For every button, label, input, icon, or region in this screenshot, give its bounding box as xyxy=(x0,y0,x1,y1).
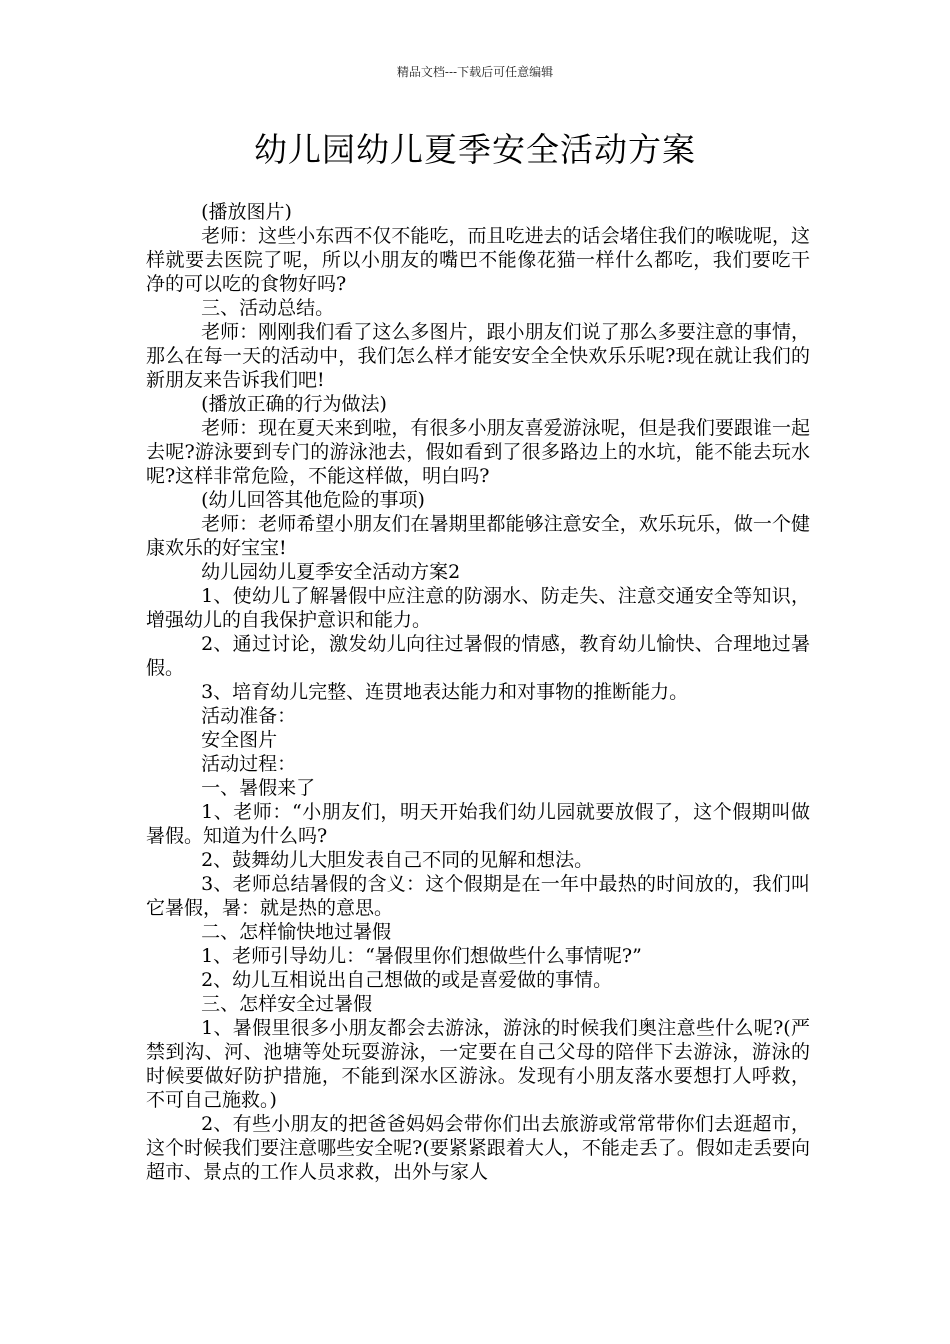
paragraph: 3、培育幼儿完整、连贯地表达能力和对事物的推断能力。 xyxy=(201,681,689,703)
paragraph: (播放图片) xyxy=(201,201,292,223)
paragraph: 三、活动总结。 xyxy=(201,297,335,319)
paragraph: 2、幼儿互相说出自己想做的或是喜爱做的事情。 xyxy=(201,969,613,991)
paragraph: 2、有些小朋友的把爸爸妈妈会带你们出去旅游或常常带你们去逛超市，这个时候我们要注意哪些安全呢?(要紧紧跟着大人，不能走丢了。假如走丢要向超市、景点的工作人员求救，出外与家人 xyxy=(146,1113,810,1183)
paragraph: 老师：老师希望小朋友们在暑期里都能够注意安全，欢乐玩乐，做一个健康欢乐的好宝宝! xyxy=(146,513,810,559)
paragraph: 老师：这些小东西不仅不能吃，而且吃进去的话会堵住我们的喉咙呢，这样就要去医院了呢，所以小朋友的嘴巴不能像花猫一样什么都吃，我们要吃干净的可以吃的食物好吗? xyxy=(146,225,810,295)
paragraph: 1、暑假里很多小朋友都会去游泳，游泳的时候我们奥注意些什么呢?(严禁到沟、河、池塘等处玩耍游泳，一定要在自己父母的陪伴下去游泳，游泳的时候要做好防护措施，不能到深水区游泳。发现有小朋友落水要想打人呼救，不可自己施救。) xyxy=(146,1017,810,1111)
section-heading: 幼儿园幼儿夏季安全活动方案2 xyxy=(201,561,461,583)
paragraph: (幼儿回答其他危险的事项) xyxy=(201,489,425,511)
paragraph: 2、鼓舞幼儿大胆发表自己不同的见解和想法。 xyxy=(201,849,594,871)
paragraph: 3、老师总结暑假的含义：这个假期是在一年中最热的时间放的，我们叫它暑假，暑：就是热的意思。 xyxy=(146,873,810,919)
paragraph: 老师：刚刚我们看了这么多图片，跟小朋友们说了那么多要注意的事情，那么在每一天的活动中，我们怎么样才能安安全全快欢乐乐呢?现在就让我们的新朋友来告诉我们吧! xyxy=(146,321,810,391)
document-title: 幼儿园幼儿夏季安全活动方案 xyxy=(254,130,696,169)
paragraph: 2、通过讨论，激发幼儿向往过暑假的情感，教育幼儿愉快、合理地过暑假。 xyxy=(146,633,810,679)
paragraph: 活动准备： xyxy=(201,705,297,727)
paragraph: 一、暑假来了 xyxy=(201,777,316,799)
paragraph: 1、使幼儿了解暑假中应注意的防溺水、防走失、注意交通安全等知识，增强幼儿的自我保护意识和能力。 xyxy=(146,585,810,631)
paragraph: 活动过程： xyxy=(201,753,297,775)
paragraph: 1、老师引导幼儿：“暑假里你们想做些什么事情呢?” xyxy=(201,945,642,967)
page-header: 精品文档---下载后可任意编辑 xyxy=(396,65,554,79)
paragraph: 1、老师：“小朋友们，明天开始我们幼儿园就要放假了，这个假期叫做暑假。知道为什么吗? xyxy=(146,801,810,847)
paragraph: 二、怎样愉快地过暑假 xyxy=(201,921,392,943)
document-body xyxy=(146,200,810,1184)
paragraph: (播放正确的行为做法) xyxy=(201,393,387,415)
paragraph: 三、怎样安全过暑假 xyxy=(201,993,373,1015)
paragraph: 安全图片 xyxy=(201,729,278,751)
paragraph: 老师：现在夏天来到啦，有很多小朋友喜爱游泳呢，但是我们要跟谁一起去呢?游泳要到专门的游泳池去，假如看到了很多路边上的水坑，能不能去玩水呢?这样非常危险，不能这样做，明白吗? xyxy=(146,417,810,487)
